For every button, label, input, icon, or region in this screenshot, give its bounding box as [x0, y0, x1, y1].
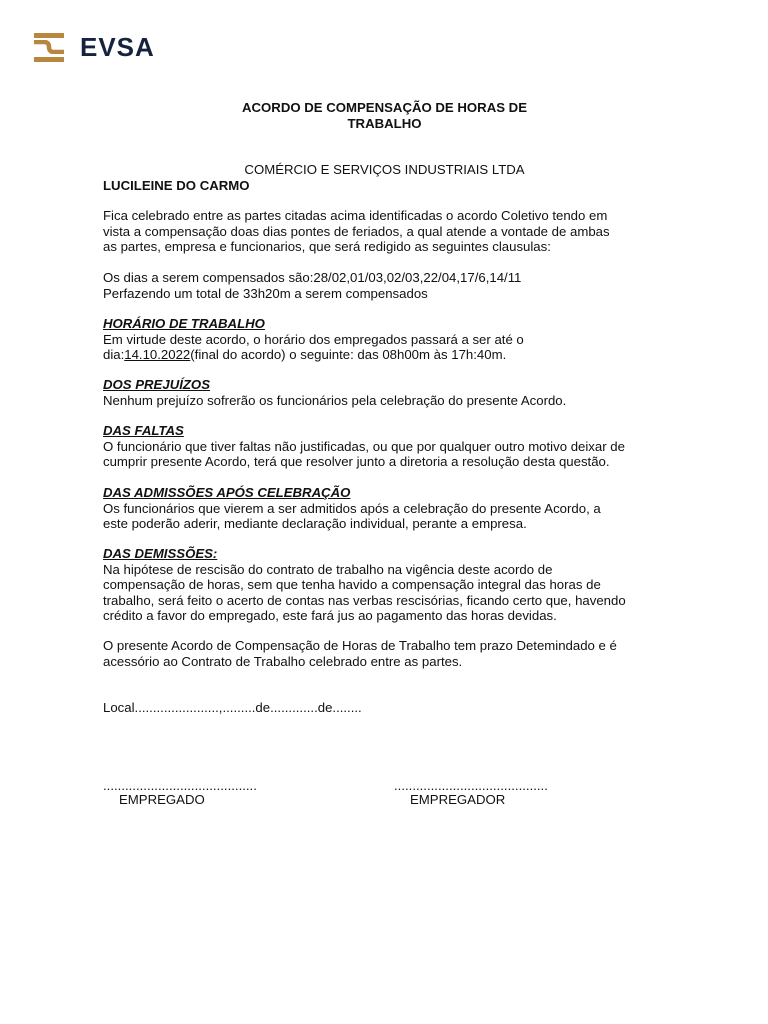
section-line: O funcionário que tiver faltas não justificadas, ou que por qualquer outro motivo deixar de: [103, 438, 625, 454]
section-prejuizos: [103, 377, 673, 408]
employee-signature-line: ..........................................: [103, 778, 257, 793]
section-horario: [103, 316, 673, 363]
title-line-2: TRABALHO: [347, 115, 422, 131]
logo-text: EVSA: [80, 31, 155, 62]
date-prefix: dia:: [103, 347, 125, 362]
intro-line: as partes, empresa e funcionarios, que será redigido as seguintes clausulas:: [103, 239, 551, 254]
days-line: Perfazendo um total de 33h20m a serem compensados: [103, 285, 428, 301]
document-title: [103, 100, 666, 131]
section-line: [103, 347, 673, 363]
company-logo: [34, 30, 155, 64]
evsa-logo-icon: [34, 31, 66, 63]
section-line: Em virtude deste acordo, o horário dos empregados passará a ser até o: [103, 331, 524, 347]
intro-line: Fica celebrado entre as partes citadas acima identificadas o acordo Coletivo tendo em: [103, 208, 608, 223]
closing-line: O presente Acordo de Compensação de Horas de Trabalho tem prazo Detemindado e é: [103, 638, 617, 653]
closing-line: acessório ao Contrato de Trabalho celebrado entre as partes.: [103, 653, 463, 669]
section-heading: DAS DEMISSÕES:: [103, 546, 218, 561]
employee-signature-label: EMPREGADO: [119, 792, 205, 807]
section-line: Os funcionários que vierem a ser admitidos após a celebração do presente Acordo, a: [103, 500, 601, 516]
employer-signature-line: ..........................................: [394, 778, 548, 793]
section-line: Na hipótese de rescisão do contrato de trabalho na vigência deste acordo de: [103, 561, 553, 577]
closing-paragraph: [103, 638, 673, 669]
intro-line: vista a compensação doas dias pontes de feriados, a qual atende a vontade de ambas: [103, 223, 610, 239]
section-heading: DOS PREJUÍZOS: [103, 377, 210, 392]
section-line: compensação de horas, sem que tenha havido a compensação integral das horas de: [103, 577, 601, 592]
end-date: 14.10.2022: [124, 347, 191, 362]
section-line: cumprir presente Acordo, terá que resolver junto a diretoria a resolução desta questão.: [103, 454, 610, 469]
section-demissoes: [103, 546, 673, 624]
employee-name: LUCILEINE DO CARMO: [103, 178, 250, 193]
section-line: crédito a favor do empregado, este fará jus ao pagamento das horas devidas.: [103, 608, 557, 623]
local-date-line: Local.......................,.........de.............de........: [103, 700, 362, 715]
section-heading: DAS ADMISSÕES APÓS CELEBRAÇÃO: [103, 485, 351, 500]
days-line: Os dias a serem compensados são:28/02,01/03,02/03,22/04,17/6,14/11: [103, 270, 522, 285]
section-line: Nenhum prejuízo sofrerão os funcionários pela celebração do presente Acordo.: [103, 392, 567, 408]
days-paragraph: [103, 270, 673, 301]
section-faltas: [103, 423, 673, 470]
section-heading: DAS FALTAS: [103, 423, 184, 438]
date-suffix: (final do acordo) o seguinte: das 08h00m às 17h:40m.: [190, 347, 507, 362]
employer-signature-label: EMPREGADOR: [410, 792, 506, 807]
title-line-1: ACORDO DE COMPENSAÇÃO DE HORAS DE: [241, 100, 528, 115]
company-name: COMÉRCIO E SERVIÇOS INDUSTRIAIS LTDA: [244, 162, 525, 177]
section-admissoes: [103, 485, 673, 532]
section-line: trabalho, será feito o acerto de contas nas verbas rescisórias, ficando certo que, havendo: [103, 592, 626, 608]
intro-paragraph: [103, 208, 673, 255]
section-line: este poderão aderir, mediante declaração individual, perante a empresa.: [103, 516, 527, 531]
section-heading: HORÁRIO DE TRABALHO: [103, 316, 265, 331]
